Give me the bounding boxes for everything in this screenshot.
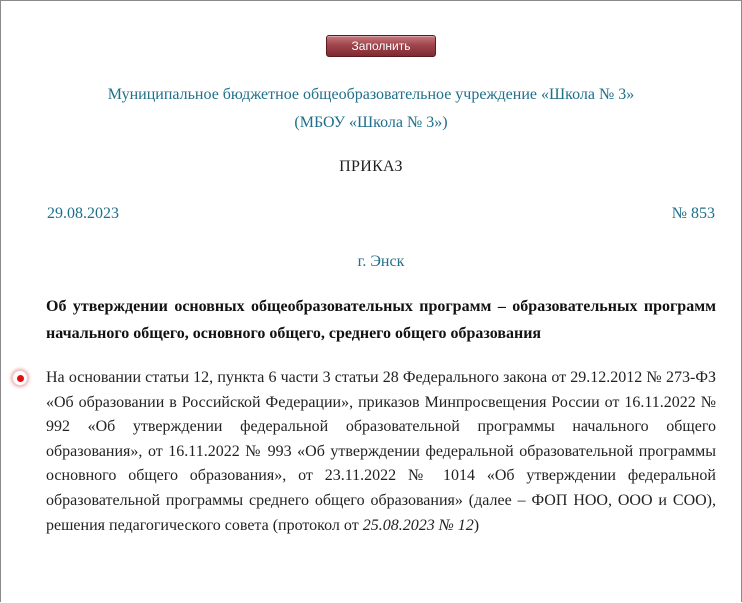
document-type-title: ПРИКАЗ [339, 158, 403, 175]
paragraph-marker-icon[interactable] [12, 370, 28, 386]
protocol-number[interactable]: № 12 [434, 516, 474, 534]
protocol-date[interactable]: 25.08.2023 [362, 516, 435, 534]
order-number[interactable]: № 853 [671, 205, 715, 222]
preamble-closing: ) [473, 516, 480, 534]
marker-dot [17, 375, 24, 382]
order-subject: Об утверждении основных общеобразовательных программ – образовательных программ начального общего, основного общего, среднего общего образования [46, 298, 716, 342]
order-city[interactable]: г. Энск [357, 253, 405, 270]
preamble-text: На основании статьи 12, пункта 6 части 3 статьи 28 Федерального закона от 29.12.2012 № 273-ФЗ «Об образовании в Российской Федерации», приказов Минпросвещения России от 16.11.2022 № 992 «Об утверждении федеральной образовательной программы начального общего образования», от 16.11.2022 № 993 «Об утверждении федеральной образовательной программы основного общего образования», от 23.11.2022 № 1014 «Об утверждении федеральной образовательной программы среднего общего образования» (далее – ФОП НОО, ООО и СОО), решения педагогического совета (протокол от [46, 369, 716, 534]
organization-name[interactable]: Муниципальное бюджетное общеобразовательное учреждение «Школа № 3» [107, 86, 635, 103]
order-date[interactable]: 29.08.2023 [47, 205, 119, 222]
order-preamble [46, 366, 716, 538]
organization-short-name[interactable]: (МБОУ «Школа № 3») [294, 114, 448, 131]
fill-button[interactable]: Заполнить [326, 35, 436, 57]
